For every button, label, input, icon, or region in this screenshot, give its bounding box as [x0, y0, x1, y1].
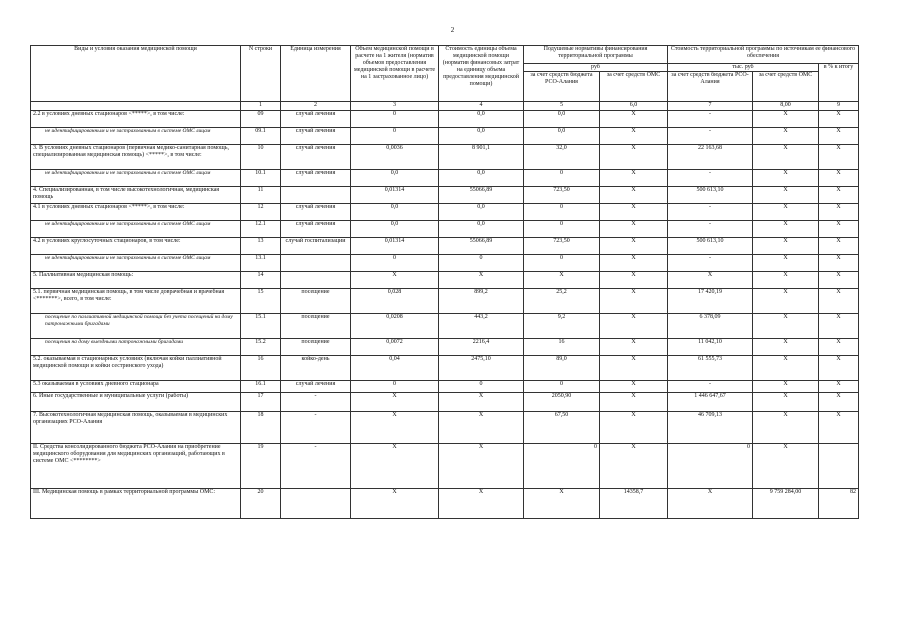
row-unit: случай лечения — [281, 170, 351, 187]
row-volume: X — [351, 412, 439, 444]
table-row — [31, 356, 859, 381]
row-cost: 2216,4 — [439, 339, 524, 356]
row-label: не идентифицированным и не застрахованным в системе ОМС лицам — [31, 128, 241, 145]
row-line-number: 16 — [241, 356, 281, 381]
col-number: 7 — [668, 102, 753, 111]
row-volume: 0,0036 — [351, 145, 439, 170]
row-per-capita-oms: X — [600, 145, 668, 170]
row-unit: случай лечения — [281, 221, 351, 238]
row-percent: 82 — [819, 489, 859, 519]
row-per-capita-budget: 0,0 — [524, 111, 600, 128]
row-line-number: 13 — [241, 238, 281, 255]
row-percent: X — [819, 204, 859, 221]
header-pct: в % к итогу — [819, 64, 859, 102]
row-per-capita-budget: 67,50 — [524, 412, 600, 444]
row-percent: X — [819, 187, 859, 204]
row-total-budget: - — [668, 128, 753, 145]
row-label: 3. В условиях дневных стационаров (первичная медико-санитарная помощь, специализированная медицинская помощь) <*****>, в том числе: — [31, 145, 241, 170]
row-cost: X — [439, 272, 524, 289]
row-line-number: 15.2 — [241, 339, 281, 356]
table-row — [31, 111, 859, 128]
row-per-capita-budget: 0 — [524, 204, 600, 221]
row-per-capita-oms: X — [600, 393, 668, 412]
row-unit: случай лечения — [281, 204, 351, 221]
header-cost: Стоимость единицы объема медицинской помощи (норматив финансовых затрат на единицу объема предоставления медицинской помощи) — [439, 46, 524, 102]
row-total-oms: X — [753, 145, 819, 170]
row-unit — [281, 187, 351, 204]
row-percent: X — [819, 111, 859, 128]
row-percent: X — [819, 381, 859, 393]
col-number — [31, 102, 241, 111]
table-row — [31, 339, 859, 356]
row-line-number: 18 — [241, 412, 281, 444]
row-unit — [281, 255, 351, 272]
row-total-oms: X — [753, 393, 819, 412]
row-volume: 0,0 — [351, 204, 439, 221]
row-total-oms: X — [753, 170, 819, 187]
row-per-capita-oms: X — [600, 238, 668, 255]
row-volume: 0 — [351, 381, 439, 393]
row-per-capita-budget: 0 — [524, 170, 600, 187]
row-per-capita-budget: 89,0 — [524, 356, 600, 381]
row-per-capita-budget: X — [524, 272, 600, 289]
row-percent: X — [819, 128, 859, 145]
row-cost: 0 — [439, 381, 524, 393]
row-per-capita-oms: X — [600, 356, 668, 381]
table-row — [31, 289, 859, 314]
row-total-oms: X — [753, 444, 819, 489]
row-label: II. Средства консолидированного бюджета РСО-Алания на приобретение медицинского оборудования для медицинских организаций, работающих в системе ОМС <********> — [31, 444, 241, 489]
column-number-row — [31, 102, 859, 111]
row-unit: случай лечения — [281, 145, 351, 170]
row-volume: X — [351, 393, 439, 412]
row-cost: 899,2 — [439, 289, 524, 314]
header-total: Стоимость территориальной программы по источникам ее финансового обеспечения — [668, 46, 859, 64]
row-total-oms: X — [753, 238, 819, 255]
table-row — [31, 272, 859, 289]
row-total-budget: X — [668, 272, 753, 289]
row-unit: случай лечения — [281, 128, 351, 145]
row-per-capita-oms: X — [600, 444, 668, 489]
row-total-oms: X — [753, 255, 819, 272]
row-label: посещение по паллиативной медицинской помощи без учета посещений на дому патронажными бригадами — [31, 314, 241, 339]
row-unit: случай лечения — [281, 111, 351, 128]
row-total-budget: 17 420,19 — [668, 289, 753, 314]
row-per-capita-oms: X — [600, 170, 668, 187]
table-row — [31, 187, 859, 204]
row-cost: 0,0 — [439, 111, 524, 128]
row-unit: посещение — [281, 289, 351, 314]
header-unit-thous: тыс. руб — [668, 64, 819, 72]
row-label: 5.2. оказываемая в стационарных условиях (включая койки паллиативной медицинской помощи и койки сестринского ухода) — [31, 356, 241, 381]
row-percent: X — [819, 289, 859, 314]
row-total-oms: X — [753, 221, 819, 238]
row-per-capita-budget: 16 — [524, 339, 600, 356]
row-volume: 0,0072 — [351, 339, 439, 356]
row-unit: - — [281, 444, 351, 489]
row-per-capita-oms: X — [600, 204, 668, 221]
row-cost: 55066,89 — [439, 187, 524, 204]
row-label: 6. Иные государственные и муниципальные услуги (работы) — [31, 393, 241, 412]
row-percent: X — [819, 412, 859, 444]
row-total-oms: X — [753, 381, 819, 393]
table-row — [31, 145, 859, 170]
header-per-capita: Подушевые нормативы финансирования территориальной программы — [524, 46, 668, 64]
table-row — [31, 444, 859, 489]
row-label: 4.1 в условиях дневных стационаров <*****>, в том числе: — [31, 204, 241, 221]
row-volume: 0,01314 — [351, 238, 439, 255]
row-volume: 0,0 — [351, 170, 439, 187]
col-number: 5 — [524, 102, 600, 111]
row-unit: посещение — [281, 339, 351, 356]
header-sub-oms2: за счет средств ОМС — [753, 72, 819, 102]
row-cost: 443,2 — [439, 314, 524, 339]
row-unit: - — [281, 412, 351, 444]
row-total-oms: X — [753, 356, 819, 381]
col-number: 8,00 — [753, 102, 819, 111]
col-number: 9 — [819, 102, 859, 111]
table-row — [31, 489, 859, 519]
row-per-capita-budget: 0,0 — [524, 128, 600, 145]
row-cost: X — [439, 393, 524, 412]
row-percent: X — [819, 314, 859, 339]
row-percent: X — [819, 170, 859, 187]
row-per-capita-budget: 0 — [524, 444, 600, 489]
row-total-oms: X — [753, 128, 819, 145]
row-unit: случай лечения — [281, 381, 351, 393]
row-label: 4.2 в условиях круглосуточных стационаров, в том числе: — [31, 238, 241, 255]
row-cost: X — [439, 489, 524, 519]
row-volume: 0 — [351, 255, 439, 272]
row-total-budget: X — [668, 489, 753, 519]
row-unit — [281, 489, 351, 519]
row-total-budget: - — [668, 204, 753, 221]
table-row — [31, 314, 859, 339]
row-line-number: 17 — [241, 393, 281, 412]
row-cost: 0,0 — [439, 221, 524, 238]
row-label: не идентифицированным и не застрахованным в системе ОМС лицам — [31, 170, 241, 187]
row-per-capita-budget: 723,50 — [524, 238, 600, 255]
row-per-capita-budget: 0 — [524, 381, 600, 393]
row-label: 5.1. первичная медицинская помощь, в том числе доврачебная и врачебная <*******>, всего, в том числе: — [31, 289, 241, 314]
row-total-oms: X — [753, 339, 819, 356]
row-volume: 0,028 — [351, 289, 439, 314]
table-row — [31, 238, 859, 255]
header-unit: Единица измерения — [281, 46, 351, 102]
row-per-capita-oms: X — [600, 111, 668, 128]
row-total-oms: X — [753, 314, 819, 339]
row-per-capita-budget: 0 — [524, 255, 600, 272]
row-total-budget: 500 613,10 — [668, 238, 753, 255]
table-row — [31, 381, 859, 393]
row-total-budget: - — [668, 255, 753, 272]
row-total-oms: X — [753, 289, 819, 314]
row-per-capita-oms: X — [600, 187, 668, 204]
row-label: 7. Высокотехнологичная медицинская помощь, оказываемая в медицинских организациях РСО-Алания — [31, 412, 241, 444]
program-table — [30, 45, 859, 519]
header-sub-budget2: за счет средств бюджета РСО-Алания — [668, 72, 753, 102]
row-percent: X — [819, 272, 859, 289]
row-per-capita-oms: X — [600, 128, 668, 145]
row-cost: 0,0 — [439, 170, 524, 187]
row-line-number: 15 — [241, 289, 281, 314]
row-cost: 55066,89 — [439, 238, 524, 255]
row-total-oms: 9 759 284,00 — [753, 489, 819, 519]
row-per-capita-budget: 723,50 — [524, 187, 600, 204]
row-total-budget: 500 613,10 — [668, 187, 753, 204]
header-sub-budget: за счет средств бюджета РСО-Алания — [524, 72, 600, 102]
row-line-number: 10.1 — [241, 170, 281, 187]
row-total-oms: X — [753, 187, 819, 204]
row-volume: 0,01314 — [351, 187, 439, 204]
row-line-number: 12.1 — [241, 221, 281, 238]
row-line-number: 14 — [241, 272, 281, 289]
col-number: 4 — [439, 102, 524, 111]
row-total-oms: X — [753, 272, 819, 289]
row-per-capita-budget: 2050,90 — [524, 393, 600, 412]
row-cost: 0 — [439, 255, 524, 272]
header-unit-rub: руб — [524, 64, 668, 72]
row-line-number: 11 — [241, 187, 281, 204]
col-number: 3 — [351, 102, 439, 111]
row-percent: X — [819, 221, 859, 238]
row-total-budget: - — [668, 170, 753, 187]
table-row — [31, 204, 859, 221]
row-cost: X — [439, 444, 524, 489]
row-volume: 0,04 — [351, 356, 439, 381]
row-total-budget: 11 042,10 — [668, 339, 753, 356]
header-sub-oms: за счет средств ОМС — [600, 72, 668, 102]
row-per-capita-budget: X — [524, 489, 600, 519]
row-volume: 0 — [351, 128, 439, 145]
row-cost: 8 901,1 — [439, 145, 524, 170]
row-unit: посещение — [281, 314, 351, 339]
row-total-oms: X — [753, 204, 819, 221]
row-cost: 0,0 — [439, 128, 524, 145]
row-total-budget: 46 709,13 — [668, 412, 753, 444]
row-per-capita-oms: X — [600, 339, 668, 356]
row-unit: случай госпитализации — [281, 238, 351, 255]
row-per-capita-oms: X — [600, 255, 668, 272]
header-kind: Виды и условия оказания медицинской помощи — [31, 46, 241, 102]
row-cost: 2475,10 — [439, 356, 524, 381]
row-percent: X — [819, 238, 859, 255]
row-per-capita-oms: X — [600, 289, 668, 314]
row-per-capita-budget: 32,0 — [524, 145, 600, 170]
row-line-number: 09.1 — [241, 128, 281, 145]
row-total-budget: 22 163,68 — [668, 145, 753, 170]
row-cost: X — [439, 412, 524, 444]
row-per-capita-oms: 14358,7 — [600, 489, 668, 519]
table-row — [31, 255, 859, 272]
row-total-budget: - — [668, 111, 753, 128]
row-volume: X — [351, 489, 439, 519]
col-number: 6,0 — [600, 102, 668, 111]
col-number: 2 — [281, 102, 351, 111]
row-unit: койко-день — [281, 356, 351, 381]
row-total-budget: 61 555,73 — [668, 356, 753, 381]
row-per-capita-oms: X — [600, 314, 668, 339]
table-row — [31, 393, 859, 412]
row-line-number: 12 — [241, 204, 281, 221]
row-percent — [819, 444, 859, 489]
row-percent: X — [819, 393, 859, 412]
row-total-oms: X — [753, 412, 819, 444]
row-label: не идентифицированным и не застрахованным в системе ОМС лицам — [31, 221, 241, 238]
row-unit — [281, 272, 351, 289]
row-per-capita-budget: 0 — [524, 221, 600, 238]
row-line-number: 10 — [241, 145, 281, 170]
row-label: 5.3 оказываемая в условиях дневного стационара — [31, 381, 241, 393]
table-row — [31, 412, 859, 444]
page-number: 2 — [450, 26, 455, 34]
row-label: 4. Специализированная, в том числе высокотехнологичная, медицинская помощь — [31, 187, 241, 204]
row-total-budget: 1 446 647,67 — [668, 393, 753, 412]
row-label: 2.2 в условиях дневных стационаров <*****>, в том числе: — [31, 111, 241, 128]
row-volume: X — [351, 444, 439, 489]
row-label: III. Медицинская помощь в рамках территориальной программы ОМС: — [31, 489, 241, 519]
row-percent: X — [819, 145, 859, 170]
row-volume: 0,0 — [351, 221, 439, 238]
row-cost: 0,0 — [439, 204, 524, 221]
table-row — [31, 221, 859, 238]
row-line-number: 20 — [241, 489, 281, 519]
row-volume: 0 — [351, 111, 439, 128]
row-line-number: 19 — [241, 444, 281, 489]
row-total-budget: 6 378,09 — [668, 314, 753, 339]
row-line-number: 09 — [241, 111, 281, 128]
table-row — [31, 170, 859, 187]
header-volume: Объем медицинской помощи в расчете на 1 жителя (норматив объемов предоставления медицинской помощи в расчете на 1 застрахованное лицо) — [351, 46, 439, 102]
col-number: 1 — [241, 102, 281, 111]
row-label: 5. Паллиативная медицинская помощь: — [31, 272, 241, 289]
row-per-capita-budget: 25,2 — [524, 289, 600, 314]
row-label: не идентифицированным и не застрахованным в системе ОМС лицам — [31, 255, 241, 272]
row-total-budget: 0 — [668, 444, 753, 489]
row-percent: X — [819, 356, 859, 381]
row-per-capita-oms: X — [600, 221, 668, 238]
row-percent: X — [819, 255, 859, 272]
row-unit: - — [281, 393, 351, 412]
row-per-capita-oms: X — [600, 381, 668, 393]
row-total-budget: - — [668, 221, 753, 238]
row-percent: X — [819, 339, 859, 356]
row-line-number: 16.1 — [241, 381, 281, 393]
header-line: N строки — [241, 46, 281, 102]
row-per-capita-budget: 9,2 — [524, 314, 600, 339]
row-total-budget: - — [668, 381, 753, 393]
table-row — [31, 128, 859, 145]
row-total-oms: X — [753, 111, 819, 128]
row-label: посещения на дому выездными патронажными бригадами — [31, 339, 241, 356]
row-per-capita-oms: X — [600, 272, 668, 289]
row-line-number: 13.1 — [241, 255, 281, 272]
row-volume: X — [351, 272, 439, 289]
row-volume: 0,0208 — [351, 314, 439, 339]
row-line-number: 15.1 — [241, 314, 281, 339]
row-per-capita-oms: X — [600, 412, 668, 444]
